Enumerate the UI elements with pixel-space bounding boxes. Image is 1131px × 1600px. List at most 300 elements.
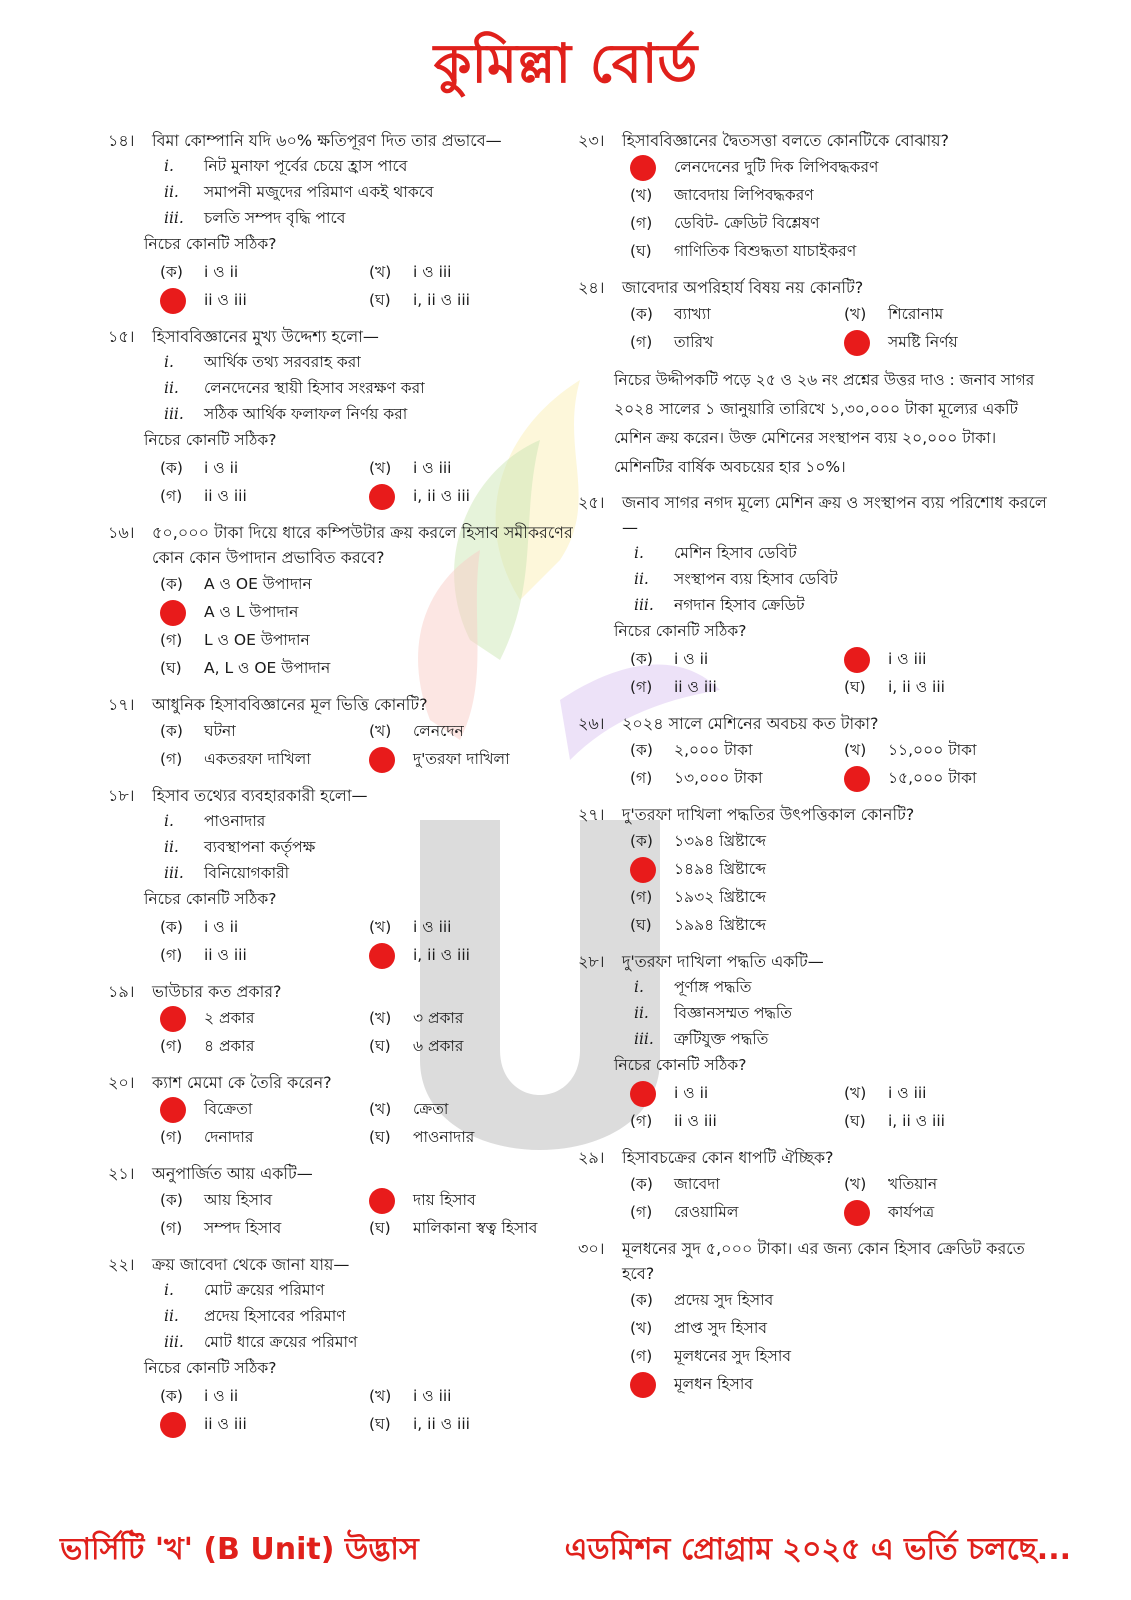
answer-option[interactable]: [630, 1370, 1058, 1398]
question-block: [108, 1070, 578, 1151]
option-label: (খ): [369, 918, 392, 936]
statement-numeral: iii.: [164, 405, 184, 423]
answer-option[interactable]: [844, 1107, 1058, 1135]
option-label: [160, 598, 204, 626]
option-label: [369, 482, 413, 510]
statement-row: [578, 540, 1058, 566]
statement-numeral: iii.: [164, 864, 184, 882]
question-text: হিসাব তথ্যের ব্যবহারকারী হলো—: [152, 786, 368, 805]
option-text: ii ও iii: [674, 678, 717, 696]
statement-text: পাওনাদার: [204, 812, 266, 830]
option-label: (খ): [630, 1319, 653, 1337]
question-line: [108, 1252, 578, 1277]
option-label: (খ): [369, 1100, 392, 1118]
option-text: গাণিতিক বিশুদ্ধতা যাচাইকরণ: [674, 242, 857, 260]
option-text: i ও iii: [413, 459, 452, 477]
option-label: (ক): [160, 459, 183, 477]
question-block: [578, 490, 1058, 701]
statement-numeral: i.: [164, 157, 174, 175]
answer-option[interactable]: [160, 913, 369, 941]
option-label: [630, 855, 674, 883]
option-text: i ও iii: [888, 1084, 927, 1102]
statement-text: সমাপনী মজুদের পরিমাণ একই থাকবে: [204, 183, 434, 201]
statement-row: [108, 401, 578, 427]
option-text: ডেবিট- ক্রেডিট বিশ্লেষণ: [674, 214, 820, 232]
correct-answer-marker: [630, 1081, 656, 1107]
option-label: (খ): [369, 263, 392, 281]
question-line: [578, 711, 1058, 736]
question-number: ১৫।: [108, 327, 135, 346]
option-text: L ও OE উপাদান: [204, 631, 310, 649]
question-number: ৩০।: [578, 1239, 605, 1258]
option-text: i, ii ও iii: [413, 1415, 470, 1433]
option-text: ১৯৩২ খ্রিষ্টাব্দে: [674, 888, 767, 906]
statement-text: সঠিক আর্থিক ফলাফল নির্ণয় করা: [204, 405, 408, 423]
question-text: ২০২৪ সালে মেশিনের অবচয় কত টাকা?: [622, 714, 879, 733]
footer-admission-banner: এডমিশন প্রোগ্রাম ২০২৫ এ ভর্তি চলছে...: [564, 1532, 1071, 1567]
option-label: (গ): [630, 1112, 653, 1130]
option-label: [844, 764, 888, 792]
option-text: ক্রেতা: [413, 1100, 449, 1118]
question-number: ২৭।: [578, 805, 605, 824]
statement-numeral: i.: [164, 1281, 174, 1299]
option-text: মূলধন হিসাব: [674, 1375, 753, 1393]
answer-option[interactable]: [160, 654, 578, 682]
question-number: ২২।: [108, 1255, 135, 1274]
answer-option[interactable]: [369, 717, 578, 745]
answer-option[interactable]: [369, 1214, 578, 1242]
question-text: দু'তরফা দাখিলা পদ্ধতির উৎপত্তিকাল কোনটি?: [622, 805, 915, 824]
answer-option[interactable]: [630, 1079, 844, 1107]
question-text: হিসাববিজ্ঞানের মুখ্য উদ্দেশ্য হলো—: [152, 327, 379, 346]
option-label: (খ): [844, 1084, 867, 1102]
option-text: ১১,০০০ টাকা: [888, 741, 977, 759]
correct-answer-marker: [369, 747, 395, 773]
options-grid: [578, 1079, 1058, 1135]
option-text: সমষ্টি নির্ণয়: [888, 333, 958, 351]
statement-numeral: ii.: [164, 379, 179, 397]
question-block: [108, 979, 578, 1060]
question-line: [578, 949, 1058, 974]
answer-option[interactable]: [160, 1382, 369, 1410]
option-label: (ক): [630, 741, 653, 759]
answer-option[interactable]: [630, 300, 844, 328]
question-number: ২৯।: [578, 1148, 605, 1167]
question-block: [578, 949, 1058, 1135]
option-text: জাবেদায় লিপিবদ্ধকরণ: [674, 186, 814, 204]
question-block: [108, 520, 578, 682]
answer-option[interactable]: [630, 237, 1058, 265]
answer-option[interactable]: [630, 209, 1058, 237]
option-text: i, ii ও iii: [413, 946, 470, 964]
option-text: i, ii ও iii: [888, 1112, 945, 1130]
option-label: (গ): [160, 487, 183, 505]
question-block: [578, 128, 1058, 265]
option-label: [844, 1198, 888, 1226]
answer-option[interactable]: [630, 1198, 844, 1226]
statement-row: [108, 153, 578, 179]
statement-text: আর্থিক তথ্য সরবরাহ করা: [204, 353, 361, 371]
answer-option[interactable]: [630, 328, 844, 356]
answer-option[interactable]: [369, 454, 578, 482]
question-number: ১৬।: [108, 523, 135, 542]
question-block: [108, 1161, 578, 1242]
statement-text: বিনিয়োগকারী: [204, 864, 290, 882]
option-label: (খ): [369, 459, 392, 477]
statement-row: [578, 566, 1058, 592]
statement-row: [108, 349, 578, 375]
answer-option[interactable]: [160, 482, 369, 510]
statement-text: নগদান হিসাব ক্রেডিট: [674, 596, 805, 614]
statement-text: মেশিন হিসাব ডেবিট: [674, 544, 797, 562]
option-label: (গ): [630, 769, 653, 787]
which-correct-prompt: নিচের কোনটি সঠিক?: [144, 890, 277, 908]
question-text: দু'তরফা দাখিলা পদ্ধতি একটি—: [622, 952, 824, 971]
question-text: জাবেদার অপরিহার্য বিষয় নয় কোনটি?: [622, 278, 864, 297]
answer-option[interactable]: [630, 673, 844, 701]
which-correct-prompt: নিচের কোনটি সঠিক?: [144, 235, 277, 253]
question-text: বিমা কোম্পানি যদি ৬০% ক্ষতিপূরণ দিত তার প্রভাবে—: [152, 131, 502, 150]
option-label: [160, 286, 204, 314]
option-text: লেনদেনের দুটি দিক লিপিবদ্ধকরণ: [674, 158, 879, 176]
option-label: (ঘ): [369, 1415, 391, 1433]
option-label: (ক): [160, 263, 183, 281]
option-label: (ক): [630, 1291, 653, 1309]
answer-option[interactable]: [160, 570, 578, 598]
statement-row: [108, 205, 578, 231]
answer-option[interactable]: [369, 745, 578, 773]
option-text: ৩ প্রকার: [413, 1009, 464, 1027]
answer-option[interactable]: [160, 286, 369, 314]
answer-option[interactable]: [630, 855, 1058, 883]
answer-option[interactable]: [630, 1342, 1058, 1370]
option-text: ১৪৯৪ খ্রিষ্টাব্দে: [674, 860, 767, 878]
question-line: [108, 1161, 578, 1186]
question-text: ক্রয় জাবেদা থেকে জানা যায়—: [152, 1255, 350, 1274]
question-line: [578, 128, 1058, 153]
option-text: i ও ii: [674, 650, 709, 668]
statement-text: পূর্ণাঙ্গ পদ্ধতি: [674, 978, 752, 996]
answer-option[interactable]: [160, 941, 369, 969]
answer-option[interactable]: [369, 1186, 578, 1214]
statement-text: নিট মুনাফা পূর্বের চেয়ে হ্রাস পাবে: [204, 157, 408, 175]
question-block: [578, 1236, 1058, 1398]
options-grid: [578, 645, 1058, 701]
option-label: [160, 1004, 204, 1032]
question-line: [578, 802, 1058, 827]
statement-row: [108, 860, 578, 886]
option-label: (খ): [369, 1009, 392, 1027]
option-text: ii ও iii: [204, 946, 247, 964]
option-label: [369, 1186, 413, 1214]
question-line: [578, 1145, 1058, 1170]
answer-option[interactable]: [630, 181, 1058, 209]
question-block: [578, 1145, 1058, 1226]
answer-option[interactable]: [630, 1170, 844, 1198]
option-label: (গ): [630, 214, 653, 232]
statement-text: প্রদেয় হিসাবের পরিমাণ: [204, 1307, 346, 1325]
footer-unit-label: ভার্সিটি 'খ' (B Unit) উদ্ভাস: [60, 1532, 419, 1567]
correct-answer-marker: [160, 1006, 186, 1032]
statement-row: [108, 1303, 578, 1329]
option-text: ১৯৯৪ খ্রিষ্টাব্দে: [674, 916, 767, 934]
answer-option[interactable]: [369, 1095, 578, 1123]
board-title: কুমিল্লা বোর্ড: [433, 32, 698, 95]
option-label: (গ): [630, 888, 653, 906]
option-text: একতরফা দাখিলা: [204, 750, 311, 768]
options-grid: [578, 736, 1058, 792]
option-text: তারিখ: [674, 333, 714, 351]
option-text: i ও iii: [413, 263, 452, 281]
option-text: i, ii ও iii: [413, 487, 470, 505]
option-text: মূলধনের সুদ হিসাব: [674, 1347, 792, 1365]
statement-numeral: iii.: [634, 1030, 654, 1048]
answer-option[interactable]: [160, 1095, 369, 1123]
answer-option[interactable]: [160, 1032, 369, 1060]
statement-row: [108, 179, 578, 205]
option-text: ii ও iii: [204, 1415, 247, 1433]
question-block: [108, 324, 578, 510]
answer-option[interactable]: [844, 300, 1058, 328]
statement-numeral: iii.: [634, 596, 654, 614]
option-text: প্রদেয় সুদ হিসাব: [674, 1291, 774, 1309]
statement-row: [578, 1026, 1058, 1052]
answer-option[interactable]: [160, 626, 578, 654]
correct-answer-marker: [369, 484, 395, 510]
question-block: [578, 802, 1058, 939]
answer-option[interactable]: [369, 1410, 578, 1438]
option-text: ১৫,০০০ টাকা: [888, 769, 977, 787]
question-number: ২৪।: [578, 278, 605, 297]
option-text: ii ও iii: [204, 291, 247, 309]
question-block: [108, 692, 578, 773]
option-label: [630, 153, 674, 181]
answer-option[interactable]: [369, 1123, 578, 1151]
answer-option[interactable]: [844, 736, 1058, 764]
option-text: দায় হিসাব: [413, 1191, 476, 1209]
answer-option[interactable]: [369, 941, 578, 969]
answer-option[interactable]: [630, 1314, 1058, 1342]
option-label: (ক): [630, 305, 653, 323]
answer-option[interactable]: [160, 454, 369, 482]
answer-option[interactable]: [630, 911, 1058, 939]
option-text: i ও ii: [204, 918, 239, 936]
correct-answer-marker: [844, 330, 870, 356]
answer-option[interactable]: [160, 1123, 369, 1151]
question-number: ২৩।: [578, 131, 605, 150]
option-text: প্রাপ্ত সুদ হিসাব: [674, 1319, 767, 1337]
question-text: ক্যাশ মেমো কে তৈরি করেন?: [152, 1073, 332, 1092]
answer-option[interactable]: [160, 598, 578, 626]
answer-option[interactable]: [844, 673, 1058, 701]
option-text: ব্যাখ্যা: [674, 305, 711, 323]
answer-option[interactable]: [844, 1170, 1058, 1198]
option-label: (ঘ): [844, 678, 866, 696]
question-number: ২৮।: [578, 952, 605, 971]
answer-option[interactable]: [369, 482, 578, 510]
option-text: দু'তরফা দাখিলা: [413, 750, 510, 768]
option-label: [369, 941, 413, 969]
option-label: (গ): [630, 678, 653, 696]
answer-option[interactable]: [630, 1286, 1058, 1314]
correct-answer-marker: [160, 1097, 186, 1123]
option-text: A, L ও OE উপাদান: [204, 659, 331, 677]
option-text: পাওনাদার: [413, 1128, 475, 1146]
answer-option[interactable]: [160, 1214, 369, 1242]
options-grid: [578, 1170, 1058, 1226]
option-text: ৪ প্রকার: [204, 1037, 255, 1055]
statement-numeral: ii.: [164, 838, 179, 856]
question-number: ১৮।: [108, 786, 135, 805]
option-text: ১৩৯৪ খ্রিষ্টাব্দে: [674, 832, 767, 850]
statement-row: [108, 1277, 578, 1303]
statement-numeral: i.: [634, 544, 644, 562]
stimulus-passage: নিচের উদ্দীপকটি পড়ে ২৫ ও ২৬ নং প্রশ্নের উত্তর দাও : জনাব সাগর ২০২৪ সালের ১ জানুয়ারি তারিখে ১,৩০,০০০ টাকা মূল্যের একটি মেশিন ক্রয় করেন। উক্ত মেশিনের সংস্থাপন ব্যয় ২০,০০০ টাকা। মেশিনটির বার্ষিক অবচয়ের হার ১০%।: [614, 371, 1035, 476]
option-text: মালিকানা স্বত্ব হিসাব: [413, 1219, 538, 1237]
answer-option[interactable]: [844, 1198, 1058, 1226]
question-text: ৫০,০০০ টাকা দিয়ে ধারে কম্পিউটার ক্রয় করলে হিসাব সমীকরণের কোন কোন উপাদান প্রভাবিত করবে?: [152, 523, 573, 567]
answer-option[interactable]: [630, 736, 844, 764]
question-text: জনাব সাগর নগদ মূল্যে মেশিন ক্রয় ও সংস্থাপন ব্যয় পরিশোধ করলে—: [622, 493, 1047, 537]
correct-answer-marker: [160, 1412, 186, 1438]
option-label: (গ): [160, 1219, 183, 1237]
question-text: মূলধনের সুদ ৫,০০০ টাকা। এর জন্য কোন হিসাব ক্রেডিট করতে হবে?: [622, 1239, 1025, 1283]
option-text: কার্যপত্র: [888, 1203, 935, 1221]
question-number: ২১।: [108, 1164, 135, 1183]
answer-option[interactable]: [160, 717, 369, 745]
options-grid: [578, 1286, 1058, 1398]
option-label: (গ): [160, 1037, 183, 1055]
answer-option[interactable]: [160, 1186, 369, 1214]
option-label: [369, 745, 413, 773]
options-grid: [108, 717, 578, 773]
question-text: অনুপার্জিত আয় একটি—: [152, 1164, 313, 1183]
correct-answer-marker: [844, 1200, 870, 1226]
statement-numeral: ii.: [634, 1004, 649, 1022]
statement-numeral: i.: [164, 353, 174, 371]
question-text: হিসাবচক্রের কোন ধাপটি ঐচ্ছিক?: [622, 1148, 834, 1167]
option-label: (ক): [630, 1175, 653, 1193]
option-text: খতিয়ান: [888, 1175, 938, 1193]
option-label: (গ): [160, 1128, 183, 1146]
option-text: i, ii ও iii: [888, 678, 945, 696]
statement-text: ত্রুটিযুক্ত পদ্ধতি: [674, 1030, 769, 1048]
answer-option[interactable]: [369, 258, 578, 286]
question-line: [578, 490, 1058, 540]
question-block: [108, 128, 578, 314]
option-label: (গ): [160, 750, 183, 768]
correct-answer-marker: [160, 600, 186, 626]
answer-option[interactable]: [160, 258, 369, 286]
question-number: ২০।: [108, 1073, 135, 1092]
answer-option[interactable]: [369, 286, 578, 314]
answer-option[interactable]: [844, 1079, 1058, 1107]
answer-option[interactable]: [369, 1382, 578, 1410]
option-label: (খ): [844, 305, 867, 323]
correct-answer-marker: [630, 1372, 656, 1398]
question-line: [108, 692, 578, 717]
answer-option[interactable]: [630, 645, 844, 673]
option-label: (গ): [630, 333, 653, 351]
answer-option[interactable]: [844, 328, 1058, 356]
question-number: ১৯।: [108, 982, 135, 1001]
question-line: [578, 275, 1058, 300]
option-text: ঘটনা: [204, 722, 236, 740]
statement-row: [108, 1329, 578, 1355]
option-text: i ও iii: [413, 918, 452, 936]
correct-answer-marker: [844, 766, 870, 792]
answer-option[interactable]: [630, 153, 1058, 181]
answer-option[interactable]: [844, 764, 1058, 792]
option-label: (খ): [369, 1387, 392, 1405]
options-grid: [108, 1095, 578, 1151]
option-text: ii ও iii: [204, 487, 247, 505]
statement-text: মোট ক্রয়ের পরিমাণ: [204, 1281, 325, 1299]
answer-option[interactable]: [630, 1107, 844, 1135]
option-label: (ঘ): [369, 1219, 391, 1237]
statement-row: [578, 592, 1058, 618]
which-correct-prompt: নিচের কোনটি সঠিক?: [614, 1056, 747, 1074]
question-text: আধুনিক হিসাববিজ্ঞানের মূল ভিত্তি কোনটি?: [152, 695, 428, 714]
which-correct-prompt: নিচের কোনটি সঠিক?: [144, 431, 277, 449]
answer-option[interactable]: [844, 645, 1058, 673]
correct-answer-marker: [160, 288, 186, 314]
statement-numeral: i.: [164, 812, 174, 830]
question-number: ১৪।: [108, 131, 135, 150]
option-text: ৬ প্রকার: [413, 1037, 464, 1055]
option-text: লেনদেন: [413, 722, 464, 740]
option-label: (ঘ): [369, 1037, 391, 1055]
option-text: i ও iii: [413, 1387, 452, 1405]
option-label: [844, 645, 888, 673]
answer-option[interactable]: [630, 883, 1058, 911]
option-label: (গ): [630, 1203, 653, 1221]
answer-option[interactable]: [160, 745, 369, 773]
option-text: ২ প্রকার: [204, 1009, 255, 1027]
statement-row: [108, 375, 578, 401]
question-block: [108, 1252, 578, 1438]
answer-option[interactable]: [160, 1410, 369, 1438]
option-label: (খ): [844, 1175, 867, 1193]
option-text: আয় হিসাব: [204, 1191, 273, 1209]
statement-numeral: iii.: [164, 1333, 184, 1351]
statement-text: চলতি সম্পদ বৃদ্ধি পাবে: [204, 209, 346, 227]
options-grid: [108, 913, 578, 969]
options-grid: [108, 1004, 578, 1060]
question-line: [108, 128, 578, 153]
option-text: i ও iii: [888, 650, 927, 668]
answer-option[interactable]: [630, 827, 1058, 855]
option-text: i, ii ও iii: [413, 291, 470, 309]
answer-option[interactable]: [369, 913, 578, 941]
options-grid: [578, 827, 1058, 939]
statement-text: ব্যবস্থাপনা কর্তৃপক্ষ: [204, 838, 316, 856]
answer-option[interactable]: [369, 1032, 578, 1060]
option-label: (ক): [160, 1387, 183, 1405]
statement-row: [108, 808, 578, 834]
option-text: ১৩,০০০ টাকা: [674, 769, 763, 787]
option-label: (গ): [160, 946, 183, 964]
question-number: ২৬।: [578, 714, 605, 733]
statement-row: [108, 834, 578, 860]
answer-option[interactable]: [630, 764, 844, 792]
option-label: (ঘ): [369, 1128, 391, 1146]
option-label: [160, 1095, 204, 1123]
option-label: (খ): [369, 722, 392, 740]
correct-answer-marker: [844, 647, 870, 673]
answer-option[interactable]: [369, 1004, 578, 1032]
answer-option[interactable]: [160, 1004, 369, 1032]
